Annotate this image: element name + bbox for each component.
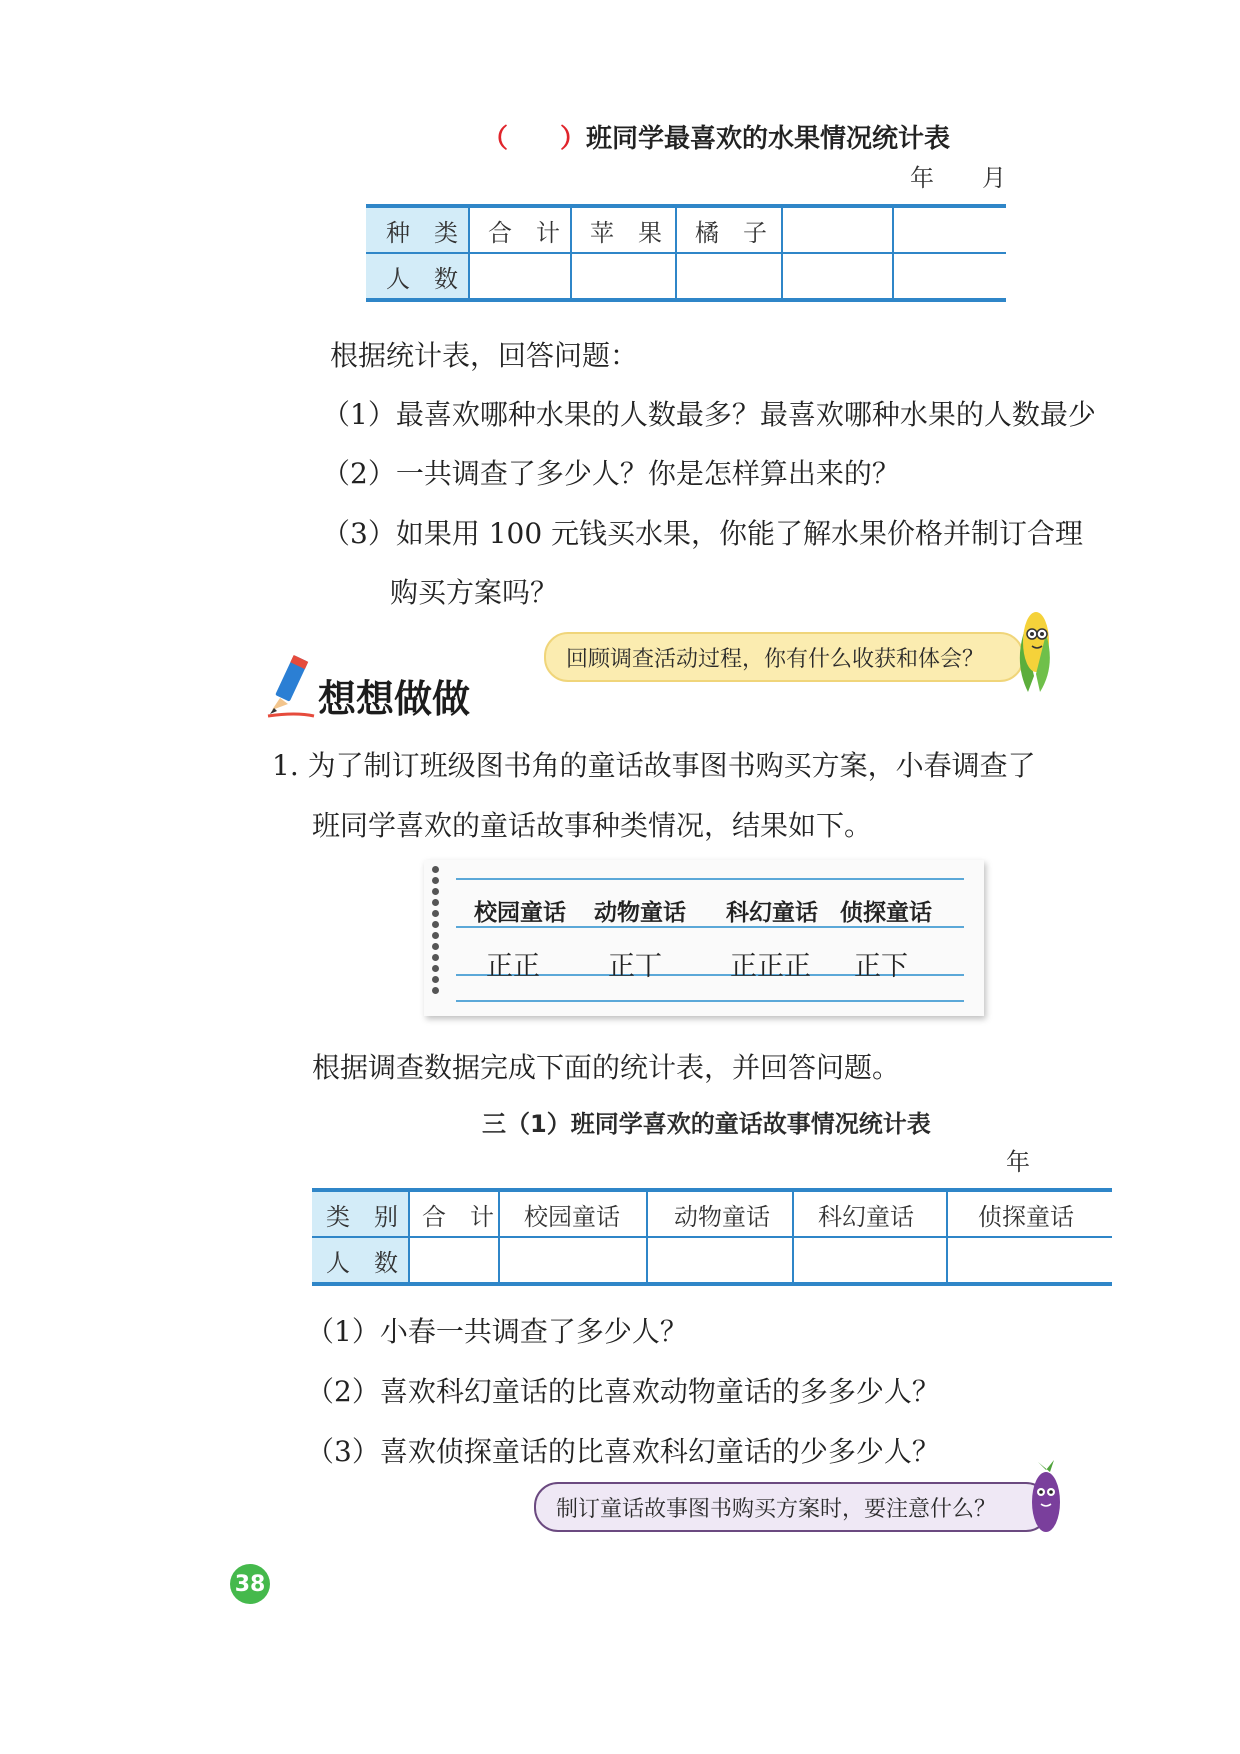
table-cell-empty xyxy=(893,253,1006,300)
table1-date: 年 月 xyxy=(910,164,1006,192)
table1-title-text: 班同学最喜欢的水果情况统计表 xyxy=(586,124,951,154)
table-cell xyxy=(782,206,893,253)
table-row xyxy=(312,1190,1112,1237)
table-cell: 侦探童话 xyxy=(947,1190,1112,1237)
row-label-count: 人 数 xyxy=(366,253,469,300)
page-number-badge xyxy=(230,1564,270,1604)
table2-title: 三（1）班同学喜欢的童话故事情况统计表 xyxy=(482,1110,931,1138)
table2-date: 年 xyxy=(1006,1148,1030,1176)
table-cell-empty xyxy=(499,1237,647,1284)
notebook-tally: 正下 xyxy=(854,951,908,982)
eggplant-mascot-icon xyxy=(1028,1456,1062,1544)
bubble-text: 制订童话故事图书购买方案时，要注意什么？ xyxy=(556,1496,997,1522)
table-cell: 橘 子 xyxy=(676,206,782,253)
table-cell: 合 计 xyxy=(469,206,571,253)
table-cell-empty xyxy=(571,253,676,300)
table-row xyxy=(312,1237,1112,1284)
notebook-tally: 正正 xyxy=(486,951,540,982)
row-label-category: 类 别 xyxy=(312,1190,409,1237)
notebook-tally: 正正正 xyxy=(730,951,811,982)
notebook-category: 校园童话 xyxy=(474,900,566,926)
notebook-tally: 正丅 xyxy=(608,951,662,982)
survey-notebook xyxy=(424,860,984,1016)
fruit-stat-table xyxy=(366,204,1006,302)
notebook-category: 科幻童话 xyxy=(726,900,818,926)
page-number: 38 xyxy=(234,1571,266,1597)
table-cell-empty xyxy=(782,253,893,300)
row-label-count: 人 数 xyxy=(312,1237,409,1284)
title-blank-paren: （ ） xyxy=(482,124,587,154)
intro-text-1: 根据统计表，回答问题： xyxy=(330,339,639,372)
notebook-category: 侦探童话 xyxy=(840,900,932,926)
speech-bubble-plan xyxy=(534,1482,1050,1532)
notebook-category: 动物童话 xyxy=(594,900,686,926)
exercise-1-line1: 1. 为了制订班级图书角的童话故事图书购买方案，小春调查了 xyxy=(272,749,1036,782)
table-row xyxy=(366,253,1006,300)
table-row xyxy=(366,206,1006,253)
table-cell-empty xyxy=(409,1237,499,1284)
question-1-2: （2）一共调查了多少人？你是怎样算出来的？ xyxy=(322,457,900,490)
question-1-3-cont: 购买方案吗？ xyxy=(390,576,559,609)
table-cell xyxy=(893,206,1006,253)
table-cell-empty xyxy=(793,1237,947,1284)
fairy-tale-stat-table xyxy=(312,1188,1112,1286)
notebook-rule xyxy=(456,1000,964,1002)
bubble-text: 回顾调查活动过程，你有什么收获和体会？ xyxy=(566,646,985,672)
table-cell: 苹 果 xyxy=(571,206,676,253)
table-cell: 动物童话 xyxy=(647,1190,793,1237)
table1-title xyxy=(482,118,950,155)
corn-mascot-icon xyxy=(1010,604,1058,700)
notebook-rule xyxy=(456,878,964,880)
question-2-3: （3）喜欢侦探童话的比喜欢科幻童话的少多少人？ xyxy=(306,1435,940,1468)
table-cell-empty xyxy=(676,253,782,300)
pencil-icon xyxy=(266,652,316,722)
table-cell: 科幻童话 xyxy=(793,1190,947,1237)
question-2-1: （1）小春一共调查了多少人？ xyxy=(306,1315,688,1348)
table-cell-empty xyxy=(647,1237,793,1284)
row-label-kind: 种 类 xyxy=(366,206,469,253)
table-cell-empty xyxy=(469,253,571,300)
question-1-1: （1）最喜欢哪种水果的人数最多？最喜欢哪种水果的人数最少 xyxy=(322,398,1096,431)
intro-text-2: 根据调查数据完成下面的统计表，并回答问题。 xyxy=(312,1051,901,1084)
table-cell-empty xyxy=(947,1237,1112,1284)
exercise-1-line2: 班同学喜欢的童话故事种类情况，结果如下。 xyxy=(312,809,873,842)
table-cell: 合 计 xyxy=(409,1190,499,1237)
speech-bubble-reflect xyxy=(544,632,1024,682)
spiral-binding-icon xyxy=(428,866,442,1010)
question-1-3: （3）如果用 100 元钱买水果，你能了解水果价格并制订合理 xyxy=(322,517,1084,550)
section-heading: 想想做做 xyxy=(318,677,471,721)
question-2-2: （2）喜欢科幻童话的比喜欢动物童话的多多少人？ xyxy=(306,1375,940,1408)
table-cell: 校园童话 xyxy=(499,1190,647,1237)
